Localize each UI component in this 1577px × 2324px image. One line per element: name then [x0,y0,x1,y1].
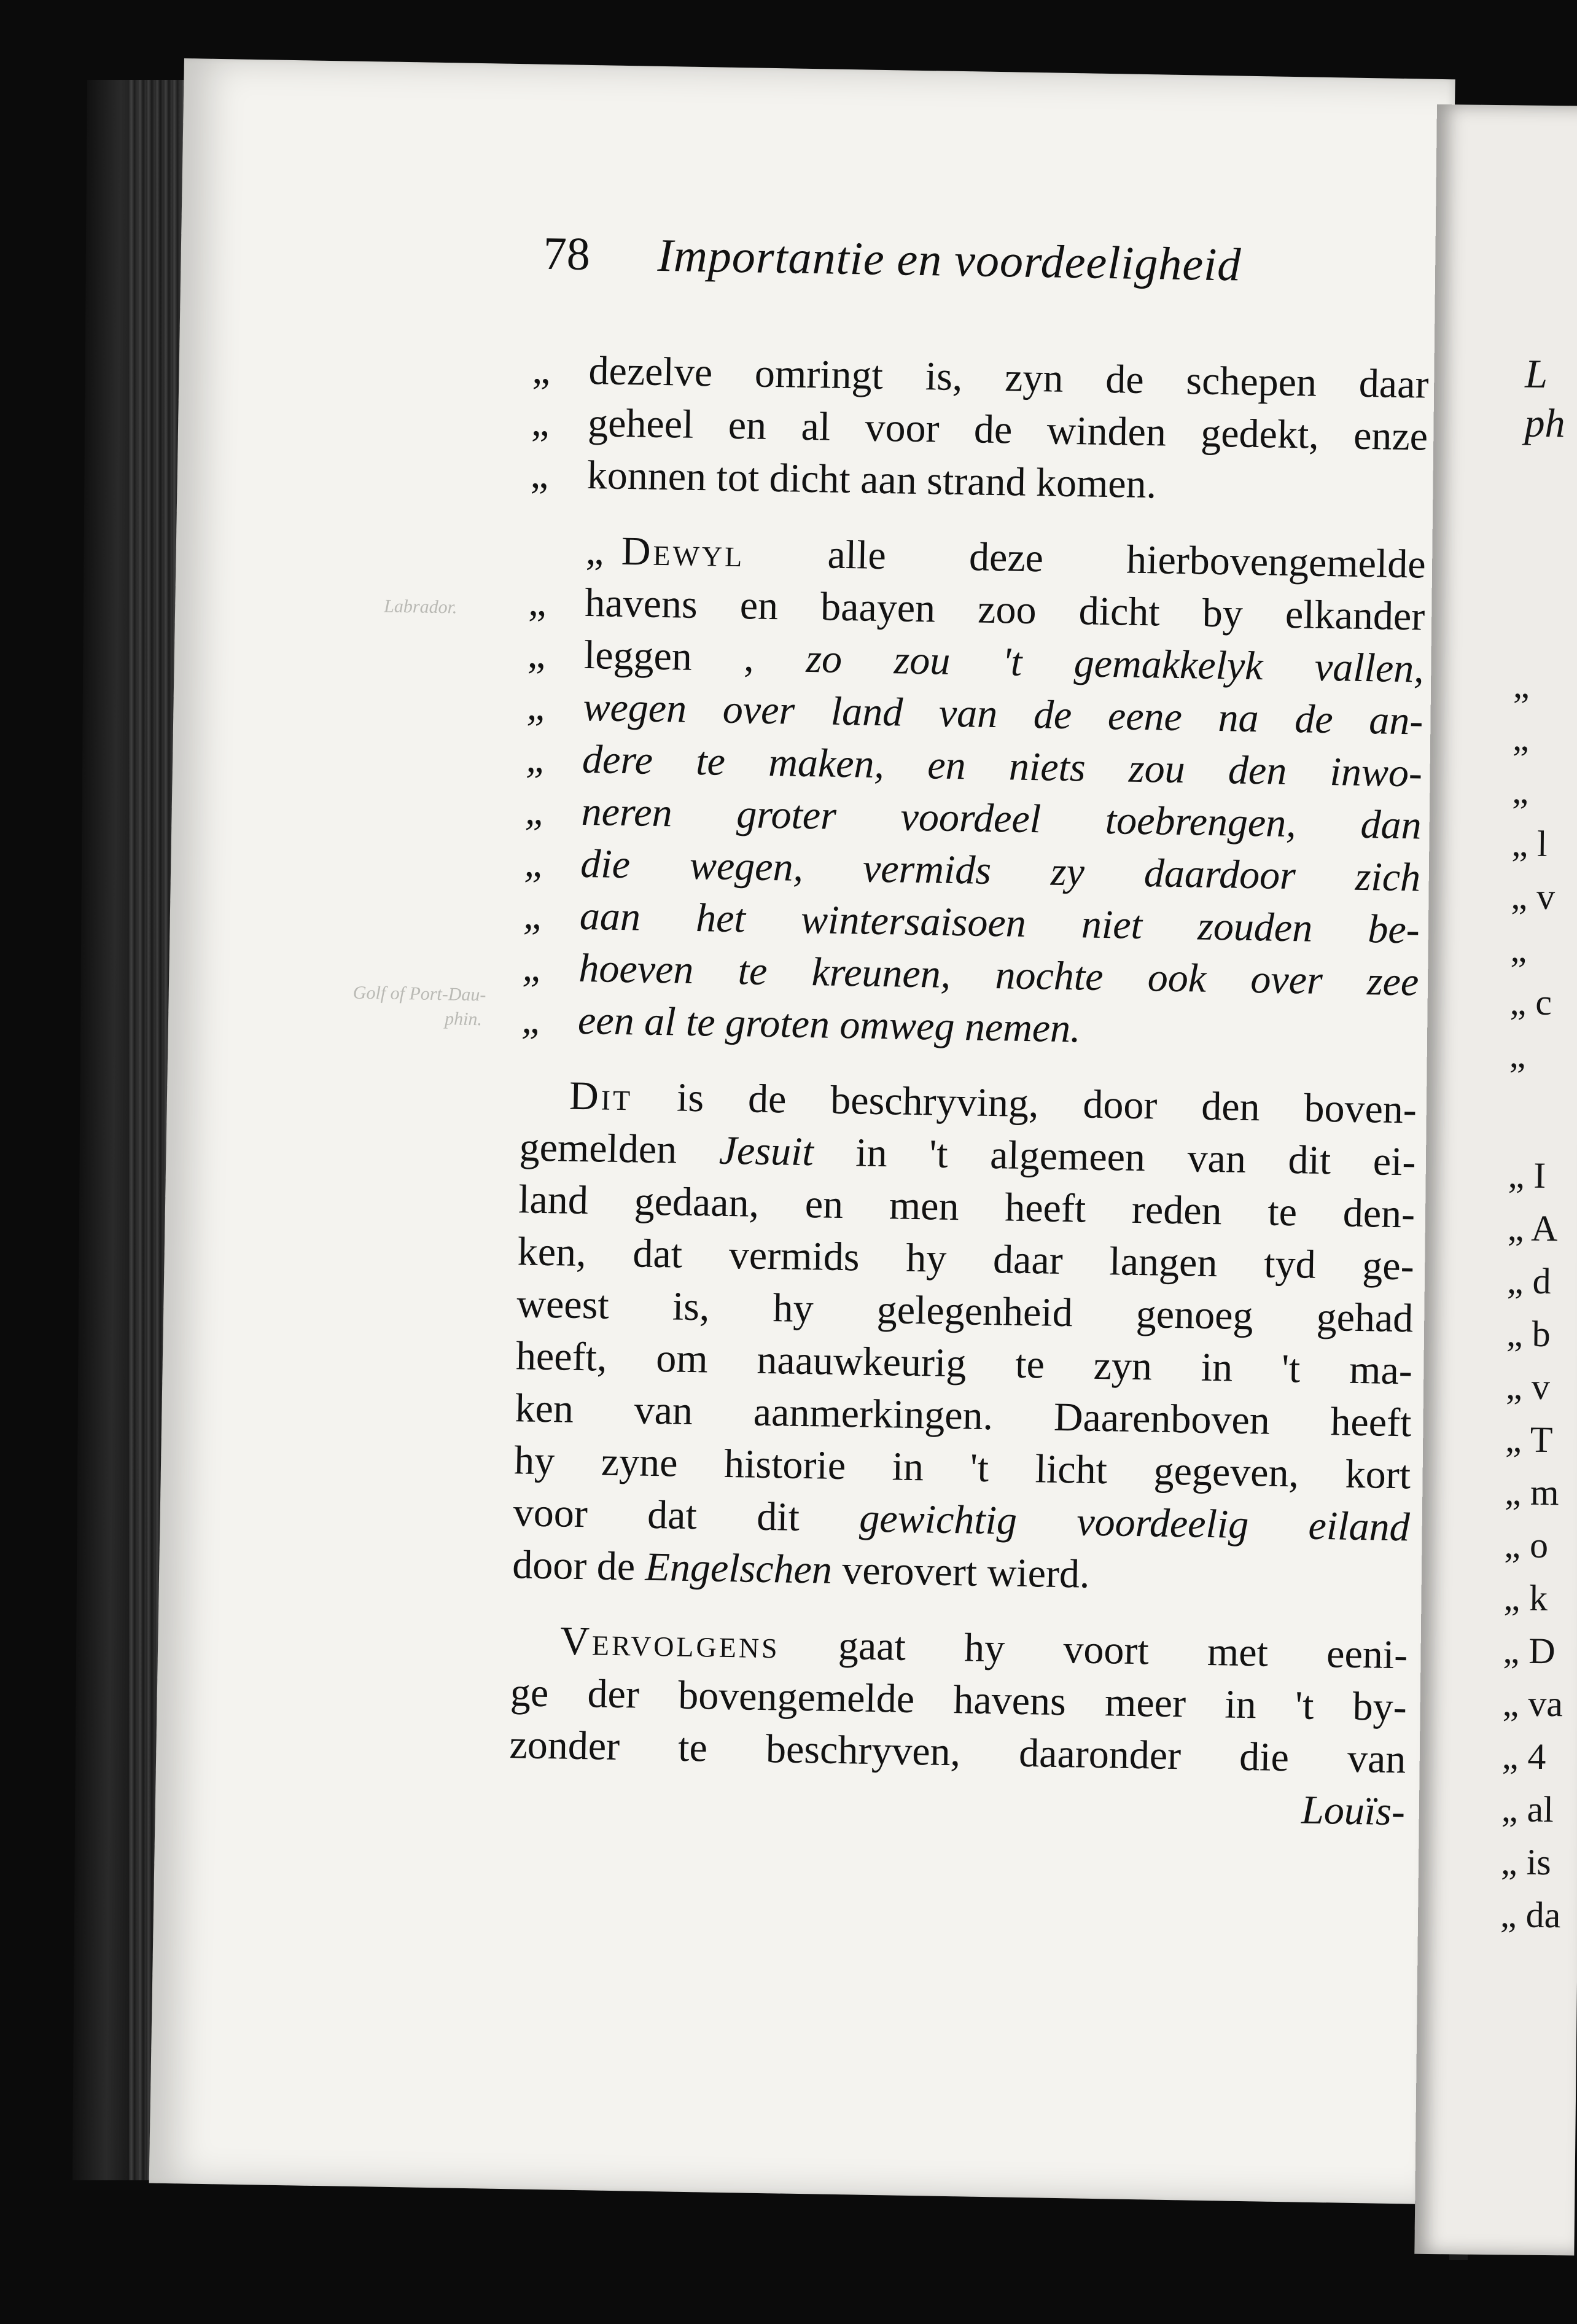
facing-page-fragment: „ [1512,717,1530,758]
text-line: „ havens en baayen zoo dicht by elkander [528,575,1425,642]
text-line: „ aan het wintersaisoen niet zouden be- [523,889,1420,956]
text-line: „ hoeven te kreunen, nochte ook over zee [522,941,1419,1008]
facing-page-fragment: „ v [1505,1366,1551,1408]
paragraph-3 [512,1069,1417,1605]
quote-mark: „ [523,892,547,938]
facing-page-fragment: „ [1509,1034,1526,1075]
text-line: ge der bovengemelde havens meer in 't by- [510,1670,1408,1730]
facing-page-fragment: „ o [1504,1524,1549,1566]
facing-page-fragment: „ I [1508,1155,1546,1196]
quote-mark: „ [530,451,549,497]
facing-page-fragment: „ da [1500,1894,1561,1936]
facing-page-fragment: „ al [1501,1788,1554,1830]
book-page-78 [149,58,1455,2204]
margin-note-phin: phin. [444,1008,483,1030]
quote-mark: „ [527,631,546,677]
text-line: zonder te beschryven, daaronder die van [508,1722,1406,1782]
text-line: land gedaan, en men heeft reden te den- [518,1177,1415,1237]
page-header [542,227,1415,328]
text-line: door de Engelschen verovert wierd. [512,1542,1091,1597]
paragraph-1 [530,343,1429,515]
quote-mark: „ [531,399,550,445]
facing-page-fragment: „ [1511,770,1529,811]
text-line: Dit is de beschryving, door den boven- [569,1073,1417,1133]
text-line: „ dere te maken, en niets zou den inwo- [525,732,1422,799]
facing-page-fragment: „ c [1509,981,1552,1023]
facing-page-head-2: ph [1524,400,1565,446]
text-line: „ leggen , zo zou 't gemakkelyk vallen, [527,628,1424,695]
facing-page-fragment: „ m [1505,1472,1560,1513]
facing-page-fragment: „ va [1502,1683,1563,1725]
text-line: voor dat dit gewichtig voordeelig eiland [513,1490,1411,1550]
text-line: „ die wegen, vermids zy daardoor zich [524,836,1421,903]
margin-note-golf: Golf of Port-Dau- [352,982,486,1005]
running-title: Importantie en voordeeligheid [657,229,1242,291]
quote-mark: „ [528,579,547,625]
facing-page-fragment: „ [1513,665,1530,706]
quote-mark: „ [521,945,545,990]
lead-word: Dewyl [621,528,745,576]
facing-page-fragment: „ k [1503,1577,1548,1619]
paragraph-4 [508,1614,1408,1838]
quote-mark: „ [524,788,548,833]
quote-mark: „ [525,736,549,781]
text-line: Vervolgens gaat hy voort met eeni- [559,1618,1408,1678]
text-line: gemelden Jesuit in 't algemeen van dit ei- [519,1125,1417,1185]
page-number: 78 [543,227,591,280]
facing-page-79 [1414,104,1577,2256]
lead-word: Vervolgens [559,1618,781,1667]
facing-page-fragment: „ b [1506,1313,1551,1355]
facing-page-fragment: „ A [1507,1207,1558,1249]
quote-mark: „ [523,840,547,886]
text-line: „ konnen tot dicht aan strand komen. [530,448,1427,515]
margin-note-labrador: Labrador. [383,596,458,618]
catchword: Louïs- [1301,1787,1406,1835]
quote-mark: „ [532,347,551,392]
text-line: hy zyne historie in 't licht gegeven, kort [513,1438,1411,1498]
facing-page-fragment: „ D [1503,1630,1556,1672]
quote-mark: „ [526,684,550,729]
paragraph-2 [521,523,1426,1060]
text-line: „ wegen over land van de eene na de an- [526,680,1423,747]
text-line: „ dezelve omringt is, zyn de schepen daar [532,343,1429,410]
text-line: ken van aanmerkingen. Daarenboven heeft [515,1386,1412,1446]
facing-page-fragment: „ v [1511,876,1556,918]
facing-page-fragment: „ d [1506,1260,1551,1302]
page-text [508,343,1429,1838]
text-line: ken, dat vermids hy daar langen tyd ge- [517,1229,1415,1289]
text-line: „ neren groter voordeel toebrengen, dan [524,784,1422,851]
quote-mark: „ [521,997,545,1042]
facing-page-fragment: „ l [1511,823,1548,864]
text-line: heeft, om naauwkeurig te zyn in 't ma- [515,1333,1413,1394]
text-line: „ geheel en al voor de winden gedekt, enze [531,396,1428,462]
text-line: „ een al te groten omweg nemen. [521,993,1418,1060]
facing-page-fragment: „ is [1500,1841,1552,1883]
lead-word: Dit [569,1073,633,1120]
quote-mark: „ [585,528,604,574]
text-line: „ Dewyl alle deze hierbovengemelde [529,523,1426,590]
text-line: weest is, hy gelegenheid genoeg gehad [516,1281,1414,1341]
facing-page-fragment: „ [1510,929,1527,970]
facing-page-fragment: „ T [1505,1419,1553,1460]
facing-page-head-1: L [1525,351,1548,397]
facing-page-fragment: „ 4 [1501,1736,1546,1777]
